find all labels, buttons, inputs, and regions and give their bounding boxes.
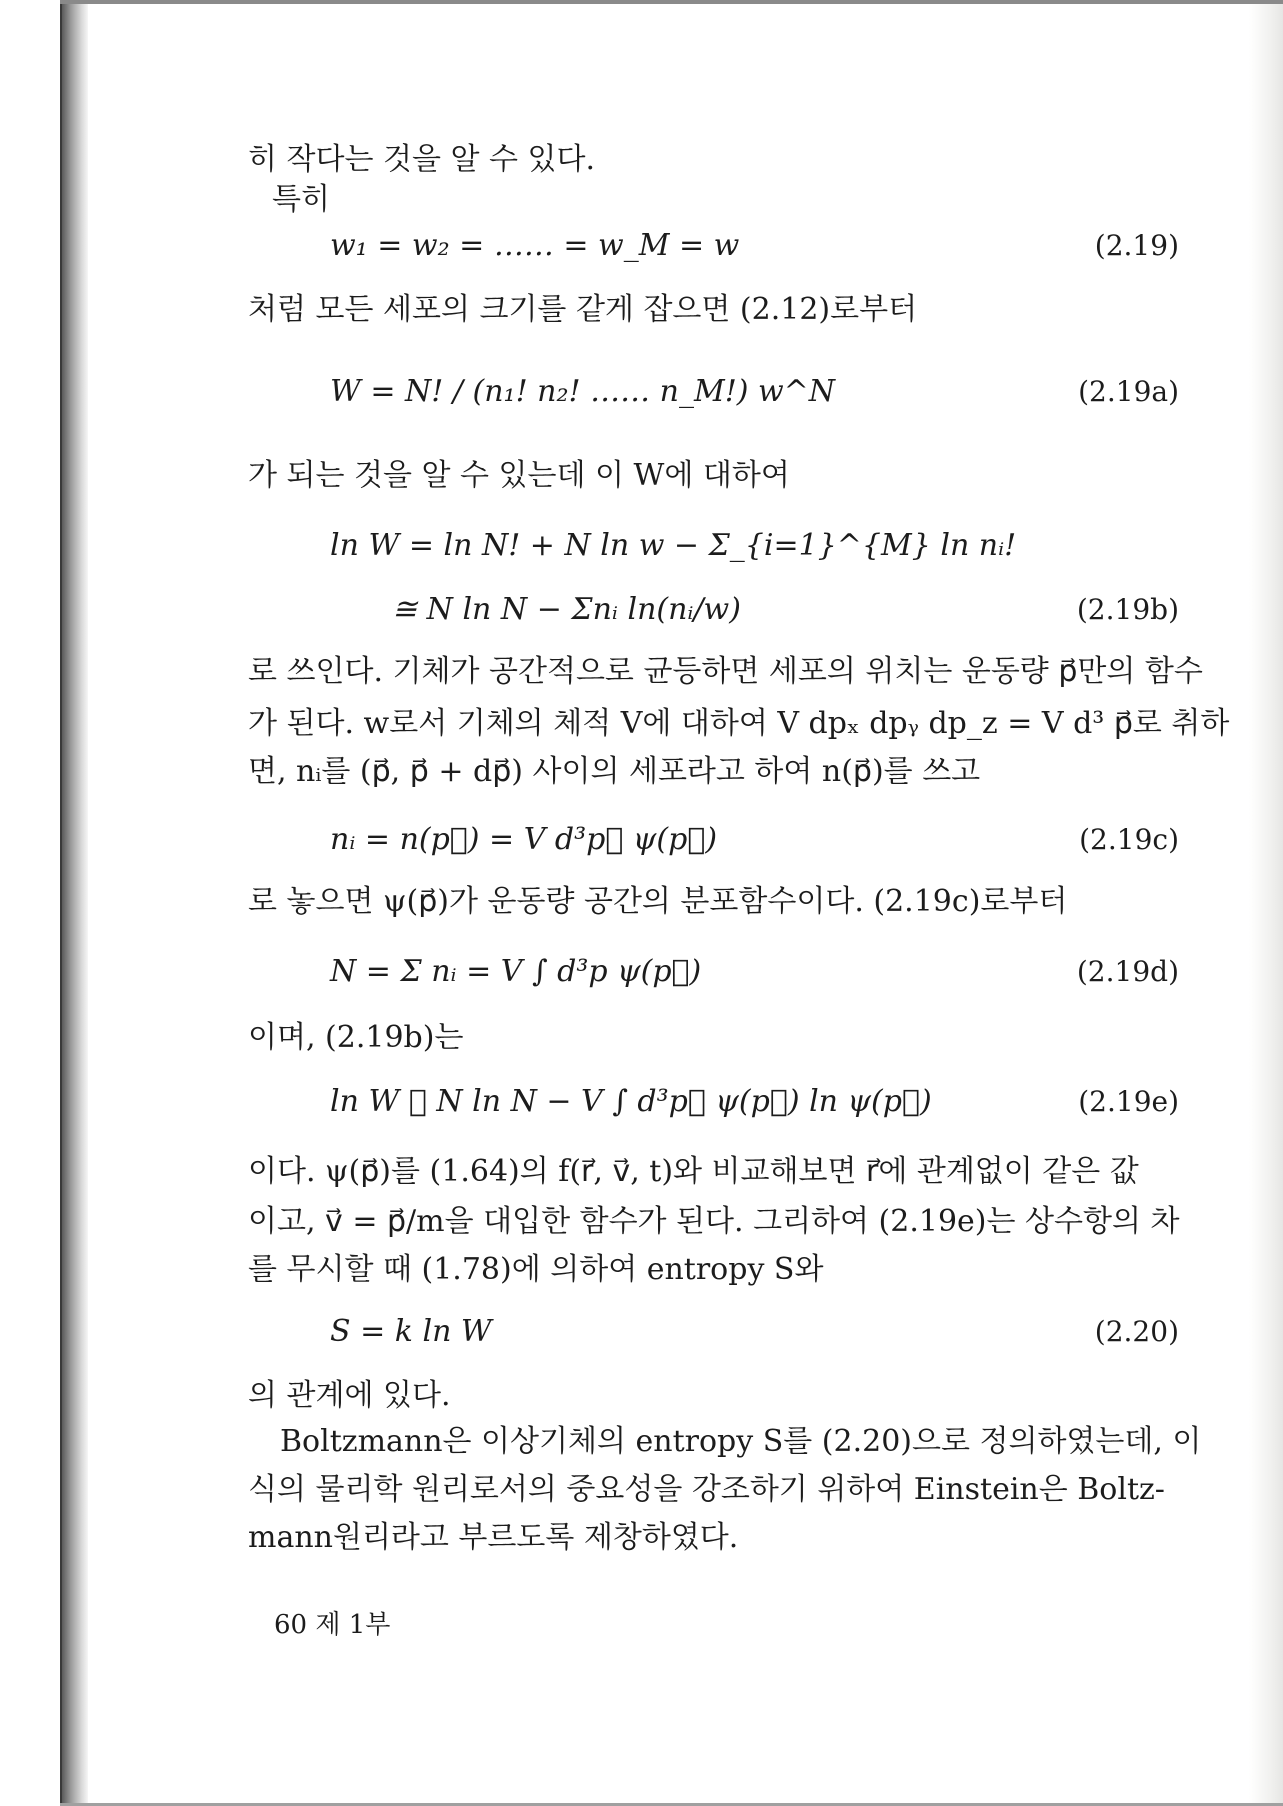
text-line: Boltzmann은 이상기체의 entropy S를 (2.20)으로 정의하였는데, 이 <box>280 1424 1202 1459</box>
text-line: 면, nᵢ를 (p⃗, p⃗ + dp⃗) 사이의 세포라고 하여 n(p⃗)를 쓰고 <box>248 754 981 789</box>
text-line: 의 관계에 있다. <box>248 1378 451 1413</box>
text-line: 로 쓰인다. 기체가 공간적으로 균등하면 세포의 위치는 운동량 p⃗만의 함수 <box>248 654 1203 689</box>
equation-number: (2.19) <box>1094 229 1179 262</box>
text-line: 가 된다. w로서 기체의 체적 V에 대하여 V dpₓ dpᵧ dp_z = V d³ p⃗로 취하 <box>248 706 1230 741</box>
page-footer: 60 제 1부 <box>274 1610 391 1640</box>
equation-number: (2.19c) <box>1079 823 1179 856</box>
equation: ln W ≅ N ln N − V ∫ d³p⃗ ψ(p⃗) ln ψ(p⃗) <box>330 1084 932 1119</box>
equation-number: (2.19b) <box>1076 593 1179 626</box>
equation: W = N! / (n₁! n₂! …… n_M!) w^N <box>330 374 836 409</box>
text-line: 식의 물리학 원리로서의 중요성을 강조하기 위하여 Einstein은 Boltz- <box>248 1472 1165 1507</box>
equation: ln W = ln N! + N ln w − Σ_{i=1}^{M} ln nᵢ! <box>330 528 1017 563</box>
text-line: 를 무시할 때 (1.78)에 의하여 entropy S와 <box>248 1252 824 1287</box>
equation-number: (2.19e) <box>1078 1085 1179 1118</box>
text-line: 이며, (2.19b)는 <box>248 1020 464 1055</box>
text-line: 이고, v⃗ = p⃗/m을 대입한 함수가 된다. 그리하여 (2.19e)는 상수항의 차 <box>248 1204 1180 1239</box>
text-line: 처럼 모든 세포의 크기를 같게 잡으면 (2.12)로부터 <box>248 292 918 327</box>
text-line: 히 작다는 것을 알 수 있다. <box>248 142 596 177</box>
text-line: mann원리라고 부르도록 제창하였다. <box>248 1520 739 1555</box>
equation: ≅ N ln N − Σnᵢ ln(nᵢ/w) <box>392 592 741 627</box>
equation: S = k ln W <box>330 1314 492 1349</box>
equation-number: (2.19d) <box>1076 955 1179 988</box>
text-line: 로 놓으면 ψ(p⃗)가 운동량 공간의 분포함수이다. (2.19c)로부터 <box>248 884 1068 919</box>
text-line: 이다. ψ(p⃗)를 (1.64)의 f(r⃗, v⃗, t)와 비교해보면 r⃗에 관계없이 같은 값 <box>248 1154 1139 1189</box>
text-line: 가 되는 것을 알 수 있는데 이 W에 대하여 <box>248 458 790 493</box>
equation-number: (2.20) <box>1094 1315 1179 1348</box>
equation: nᵢ = n(p⃗) = V d³p⃗ ψ(p⃗) <box>330 822 718 857</box>
equation-number: (2.19a) <box>1078 375 1179 408</box>
equation: w₁ = w₂ = …… = w_M = w <box>330 228 740 263</box>
text-line: 특히 <box>272 182 330 217</box>
equation: N = Σ nᵢ = V ∫ d³p ψ(p⃗) <box>330 954 702 989</box>
